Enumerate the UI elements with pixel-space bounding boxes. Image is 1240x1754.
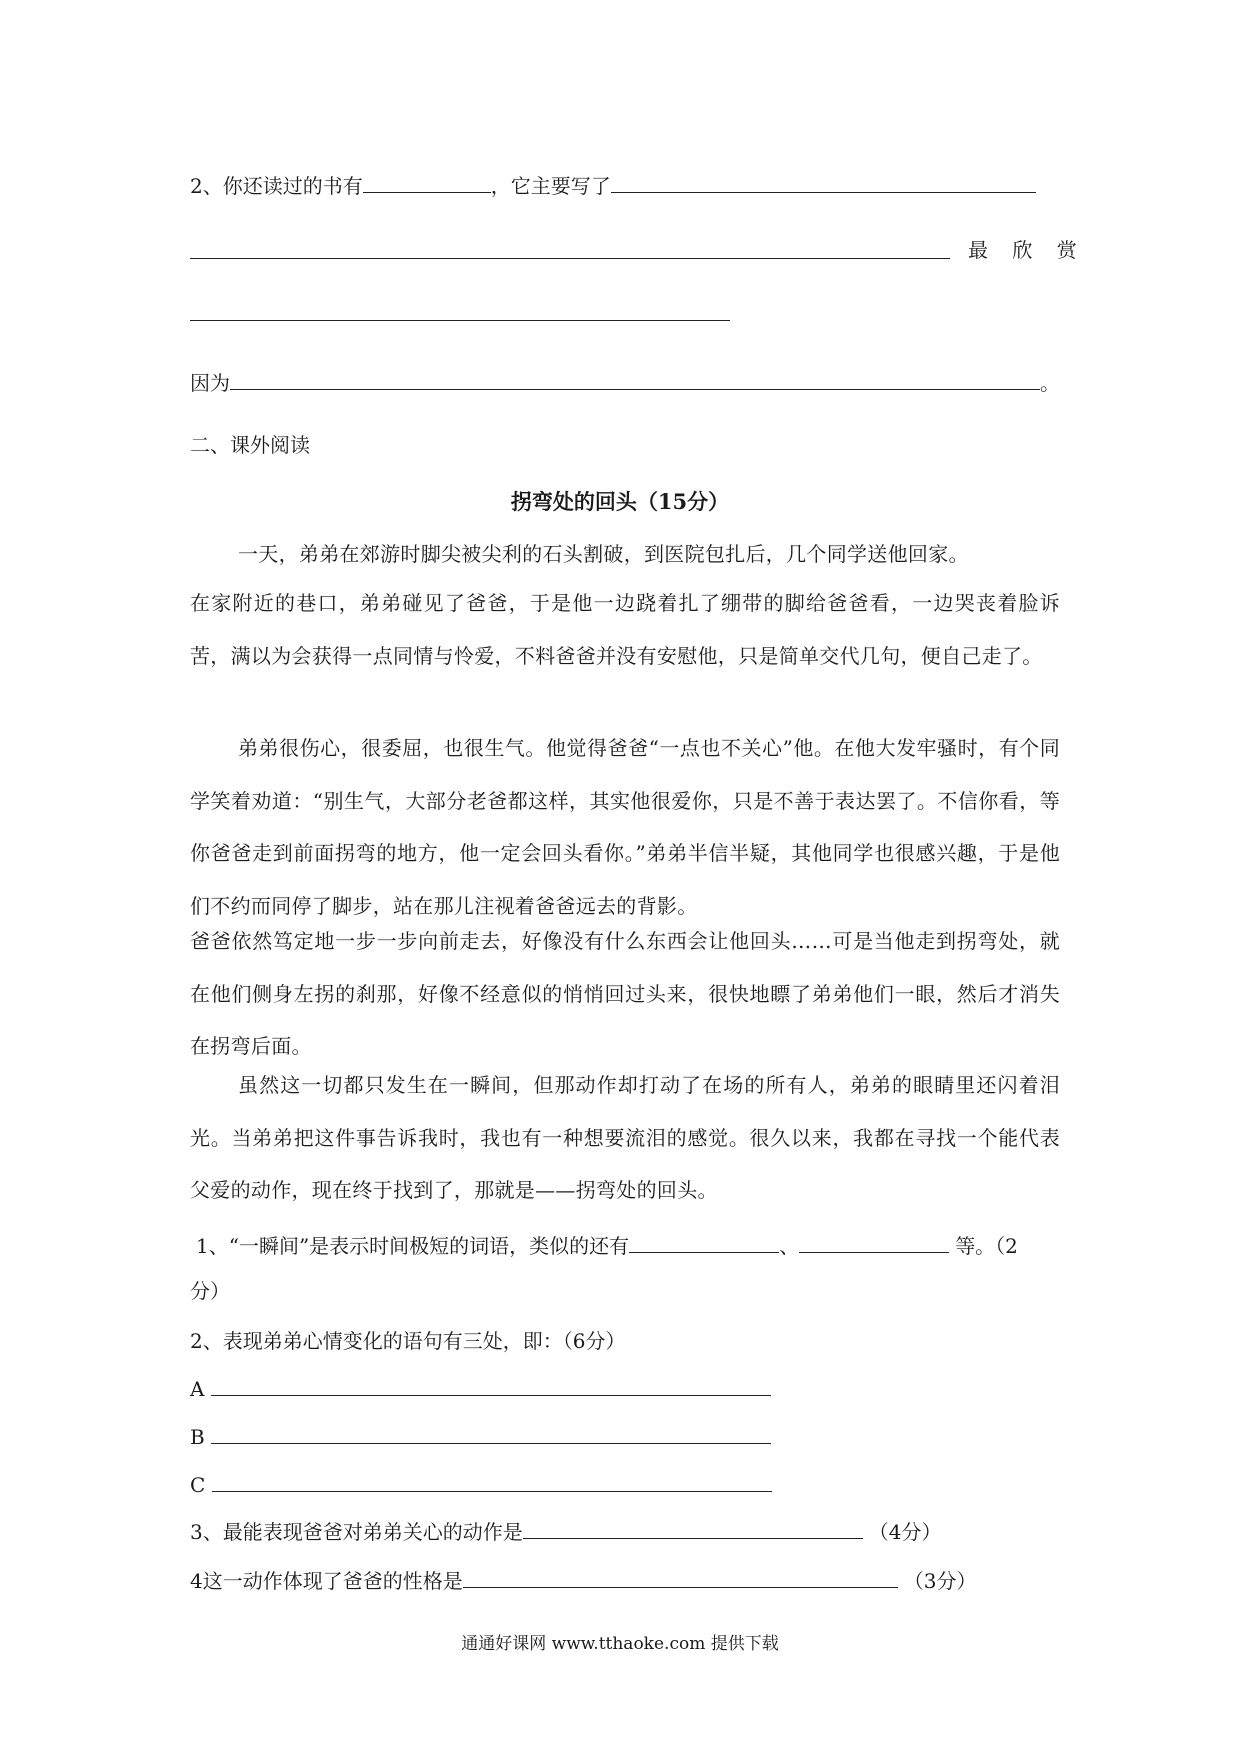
favorite-label: 最 欣 赏 xyxy=(968,238,1086,262)
q2-option-a-blank[interactable] xyxy=(211,1373,771,1396)
q4-text: 4这一动作体现了爸爸的性格是 xyxy=(190,1569,463,1593)
q2-option-c xyxy=(190,1469,1060,1500)
q2-option-a xyxy=(190,1373,1060,1404)
book-content-blank[interactable] xyxy=(611,170,1036,193)
article-paragraph-4: 虽然这一切都只发生在一瞬间，但那动作却打动了在场的所有人，弟弟的眼睛里还闪着泪光。当弟弟把这件事告诉我时，我也有一种想要流泪的感觉。很久以来，我都在寻找一个能代表父爱的动作，现在终于找到了，那就是——拐弯处的回头。 xyxy=(190,1073,1060,1202)
q4-score: （3分） xyxy=(903,1569,977,1593)
article-paragraph-1a: 一天，弟弟在郊游时脚尖被尖利的石头割破，到医院包扎后，几个同学送他回家。 xyxy=(238,542,969,566)
q2-option-b xyxy=(190,1421,1060,1452)
q2-option-b-blank[interactable] xyxy=(211,1421,771,1444)
article-title: 拐弯处的回头（15分） xyxy=(510,489,730,514)
book-name-blank[interactable] xyxy=(363,170,491,193)
footer-source: 通通好课网 www.tthaoke.com 提供下载 xyxy=(461,1634,779,1654)
q2-prev-text-1: 2、你还读过的书有 xyxy=(190,174,363,198)
q2-prev-text-2: ，它主要写了 xyxy=(490,174,611,198)
q2-option-c-label: C xyxy=(190,1473,206,1497)
because-line xyxy=(190,367,1060,398)
section-title: 二、课外阅读 xyxy=(190,433,310,457)
q2-prev-line xyxy=(190,170,1060,201)
q1-blank-1[interactable] xyxy=(629,1230,779,1253)
question-1 xyxy=(196,1230,1066,1261)
article-paragraph-2: 弟弟很伤心，很委屈，也很生气。他觉得爸爸“一点也不关心”他。在他大发牢骚时，有个同学笑着劝道：“别生气，大部分老爸都这样，其实他很爱你，只是不善于表达罢了。不信你看，等你爸爸走到前面拐弯的地方，他一定会回头看你。”弟弟半信半疑，其他同学也很感兴趣，于是他们不约而同停了脚步，站在那儿注视着爸爸远去的背影。 xyxy=(190,736,1060,918)
q1-end: 等。（2 xyxy=(955,1234,1018,1258)
q2-option-c-blank[interactable] xyxy=(212,1469,772,1492)
question-4 xyxy=(190,1565,1060,1596)
q3-score: （4分） xyxy=(868,1520,942,1544)
q1-score-continued: 分） xyxy=(190,1279,230,1303)
article-paragraph-3: 爸爸依然笃定地一步一步向前走去，好像没有什么东西会让他回头……可是当他走到拐弯处，就在他们侧身左拐的刹那，好像不经意似的悄悄回过头来，很快地瞟了弟弟他们一眼，然后才消失在拐弯后面。 xyxy=(190,929,1060,1058)
question-3 xyxy=(190,1516,1060,1547)
q3-text: 3、最能表现爸爸对弟弟关心的动作是 xyxy=(190,1520,523,1544)
q4-blank[interactable] xyxy=(463,1565,898,1588)
article-paragraph-1b: 在家附近的巷口，弟弟碰见了爸爸，于是他一边跷着扎了绷带的脚给爸爸看，一边哭丧着脸诉苦，满以为会获得一点同情与怜爱，不料爸爸并没有安慰他，只是简单交代几句，便自己走了。 xyxy=(190,591,1060,668)
q1-blank-2[interactable] xyxy=(799,1230,949,1253)
answer-line-1[interactable] xyxy=(190,258,950,259)
q2-option-b-label: B xyxy=(190,1425,205,1449)
because-label: 因为 xyxy=(190,371,230,395)
because-period: 。 xyxy=(1040,371,1060,395)
q2-option-a-label: A xyxy=(190,1377,205,1401)
q3-blank[interactable] xyxy=(523,1516,863,1539)
because-blank[interactable] xyxy=(230,367,1040,390)
question-2: 2、表现弟弟心情变化的语句有三处，即：（6分） xyxy=(190,1329,626,1353)
q1-separator: 、 xyxy=(779,1234,800,1258)
q1-text: 1、“一瞬间”是表示时间极短的词语，类似的还有 xyxy=(196,1234,630,1258)
answer-line-2[interactable] xyxy=(190,320,730,321)
